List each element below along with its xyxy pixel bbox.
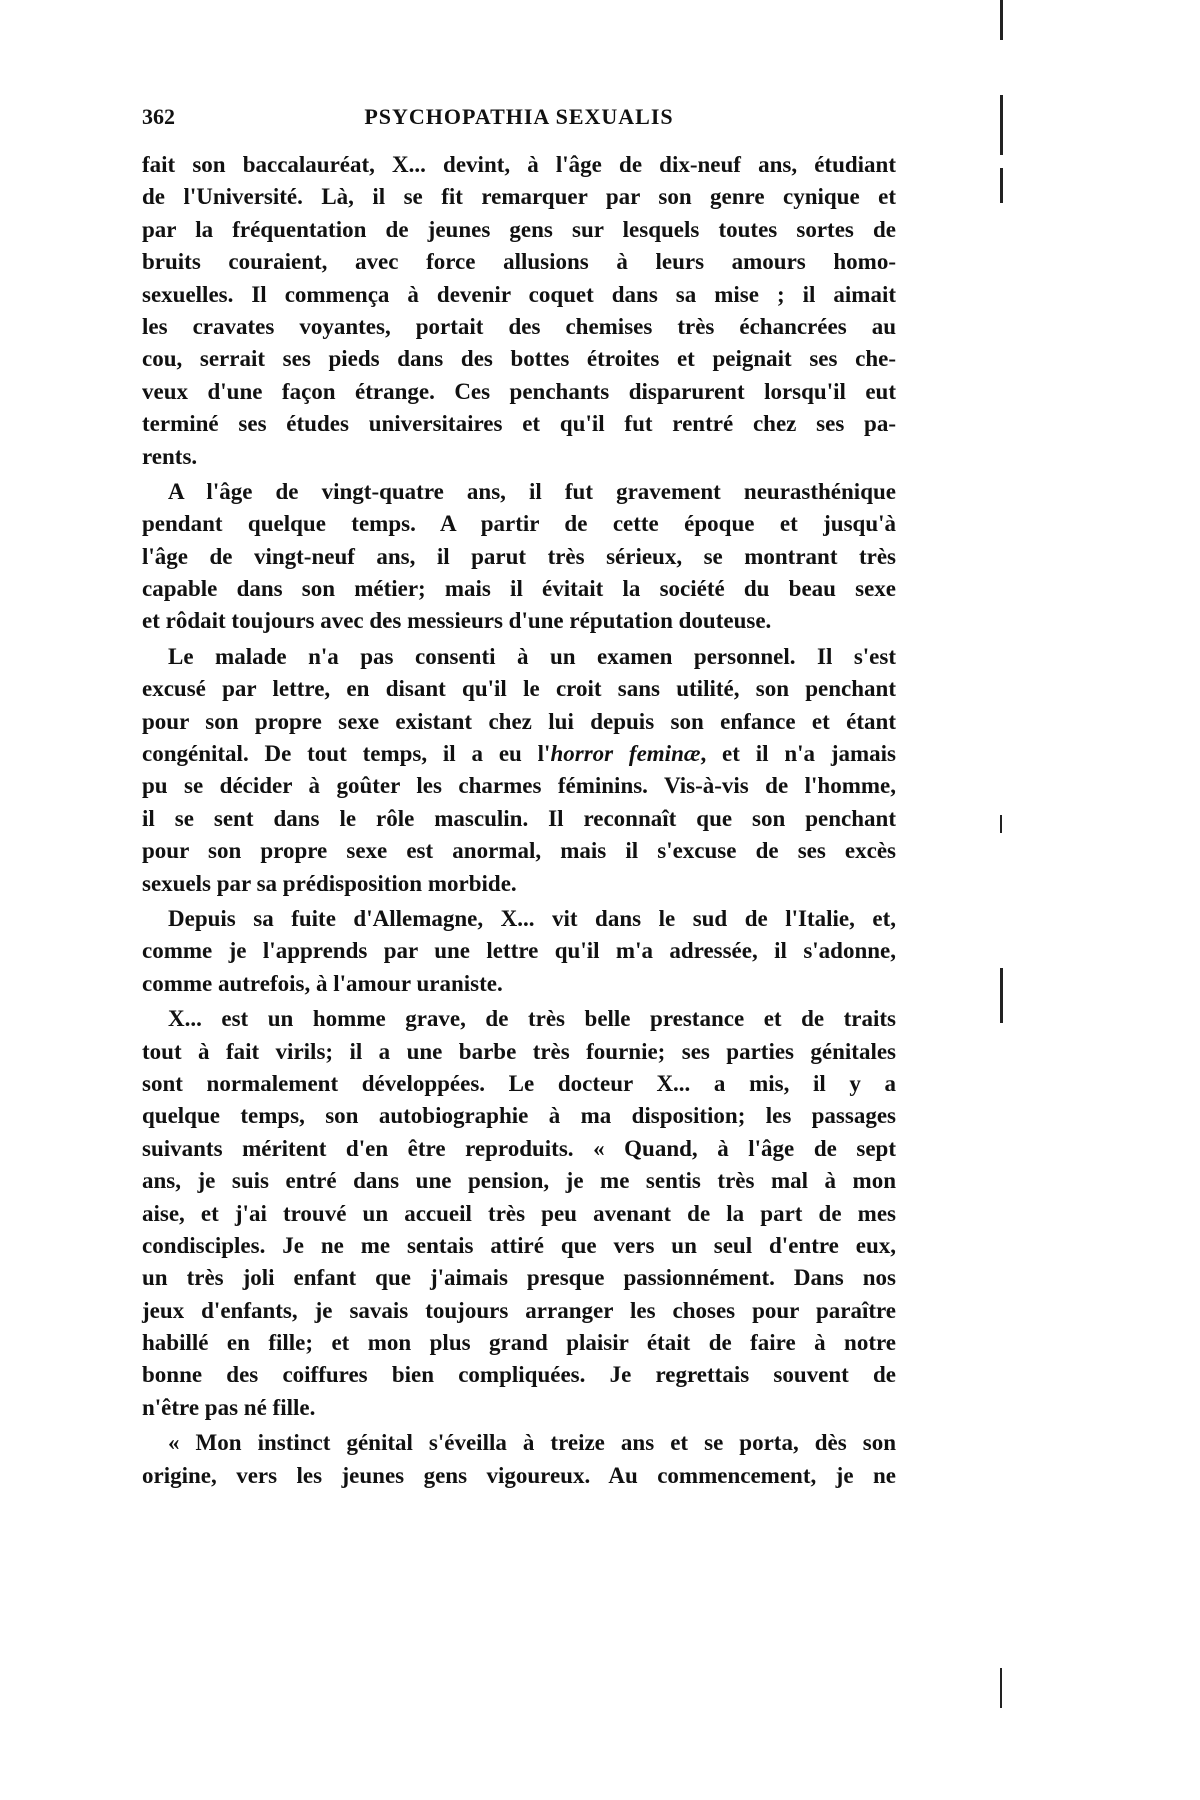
text-line: Depuis sa fuite d'Allemagne, X... vit dans le sud de l'Italie, et, (168, 905, 896, 931)
text-line: « Mon instinct génital s'éveilla à treize ans et se porta, dès son (168, 1430, 896, 1456)
running-title: PSYCHOPATHIA SEXUALIS (364, 104, 674, 129)
body-text (142, 146, 896, 1492)
page-number: 362 (142, 104, 175, 129)
paragraph (142, 641, 896, 900)
text-line: habillé en fille; et mon plus grand plaisir était de faire à notre (142, 1330, 896, 1356)
text-line: bruits couraient, avec force allusions à leurs amours homo- (142, 249, 896, 275)
text-line: A l'âge de vingt-quatre ans, il fut gravement neurasthénique (168, 478, 896, 504)
text-line: terminé ses études universitaires et qu'il fut rentré chez ses pa- (142, 411, 896, 437)
text-line: et rôdait toujours avec des messieurs d'une réputation douteuse. (142, 608, 772, 634)
text-line: sexuels par sa prédisposition morbide. (142, 870, 517, 896)
text-line: quelque temps, son autobiographie à ma disposition; les passages (142, 1103, 896, 1129)
text-line: X... est un homme grave, de très belle prestance et de traits (168, 1006, 896, 1032)
scan-artifact-mark (1000, 1668, 1002, 1708)
text-line: un très joli enfant que j'aimais presque passionnément. Dans nos (142, 1265, 896, 1291)
text-line: origine, vers les jeunes gens vigoureux. Au commencement, je ne (142, 1462, 896, 1488)
paragraph (142, 149, 896, 473)
italic-phrase: horror feminæ (550, 741, 701, 767)
page-header (142, 104, 896, 138)
text-line: l'âge de vingt-neuf ans, il parut très sérieux, se montrant très (142, 543, 896, 569)
text-line: condisciples. Je ne me sentais attiré que vers un seul d'entre eux, (142, 1232, 896, 1258)
text-line: tout à fait virils; il a une barbe très fournie; ses parties génitales (142, 1038, 896, 1064)
text-line: sont normalement développées. Le docteur X... a mis, il y a (142, 1070, 896, 1096)
text-line: il se sent dans le rôle masculin. Il reconnaît que son penchant (142, 805, 896, 831)
text-line: de l'Université. Là, il se fit remarquer par son genre cynique et (142, 184, 896, 210)
text-line: sexuelles. Il commença à devenir coquet dans sa mise ; il aimait (142, 281, 896, 307)
scan-artifact-mark (1000, 168, 1003, 203)
text-line: suivants méritent d'en être reproduits. « Quand, à l'âge de sept (142, 1135, 896, 1161)
text-line: fait son baccalauréat, X... devint, à l'âge de dix-neuf ans, étudiant (142, 152, 896, 177)
text-line: les cravates voyantes, portait des chemises très échancrées au (142, 313, 896, 339)
scan-artifact-mark (1000, 95, 1003, 155)
text-line: aise, et j'ai trouvé un accueil très peu avenant de la part de mes (142, 1200, 896, 1226)
text-line: pour son propre sexe existant chez lui depuis son enfance et étant (142, 708, 896, 734)
text-line: capable dans son métier; mais il évitait la société du beau sexe (142, 576, 896, 602)
text-line: ans, je suis entré dans une pension, je me sentis très mal à mon (142, 1168, 896, 1194)
text-segment: congénital. De tout temps, il a eu l' (142, 741, 551, 767)
text-line: jeux d'enfants, je savais toujours arranger les choses pour paraître (142, 1297, 896, 1323)
scan-artifact-mark (1000, 968, 1003, 1023)
text-line: par la fréquentation de jeunes gens sur lesquels toutes sortes de (142, 216, 896, 242)
paragraph (142, 1427, 896, 1492)
text-line: pour son propre sexe est anormal, mais il s'excuse de ses excès (142, 838, 896, 864)
text-line: comme autrefois, à l'amour uraniste. (142, 970, 503, 996)
text-line: n'être pas né fille. (142, 1394, 316, 1420)
paragraph (142, 476, 896, 638)
text-line: veux d'une façon étrange. Ces penchants disparurent lorsqu'il eut (142, 378, 896, 404)
text-line: rents. (142, 443, 198, 469)
scan-artifact-mark (1000, 815, 1002, 833)
text-line: pu se décider à goûter les charmes féminins. Vis-à-vis de l'homme, (142, 773, 896, 799)
text-line: cou, serrait ses pieds dans des bottes étroites et peignait ses che- (142, 346, 896, 372)
paragraph (142, 1003, 896, 1424)
text-line: comme je l'apprends par une lettre qu'il m'a adressée, il s'adonne, (142, 938, 896, 964)
text-line: pendant quelque temps. A partir de cette époque et jusqu'à (142, 511, 896, 537)
text-line: Le malade n'a pas consenti à un examen personnel. Il s'est (168, 643, 896, 669)
scan-artifact-mark (1000, 0, 1003, 40)
text-line: excusé par lettre, en disant qu'il le croit sans utilité, son penchant (142, 676, 896, 702)
text-line (142, 738, 896, 770)
text-segment: , et il n'a jamais (700, 741, 896, 767)
paragraph (142, 903, 896, 1000)
text-line: bonne des coiffures bien compliquées. Je regrettais souvent de (142, 1362, 896, 1388)
